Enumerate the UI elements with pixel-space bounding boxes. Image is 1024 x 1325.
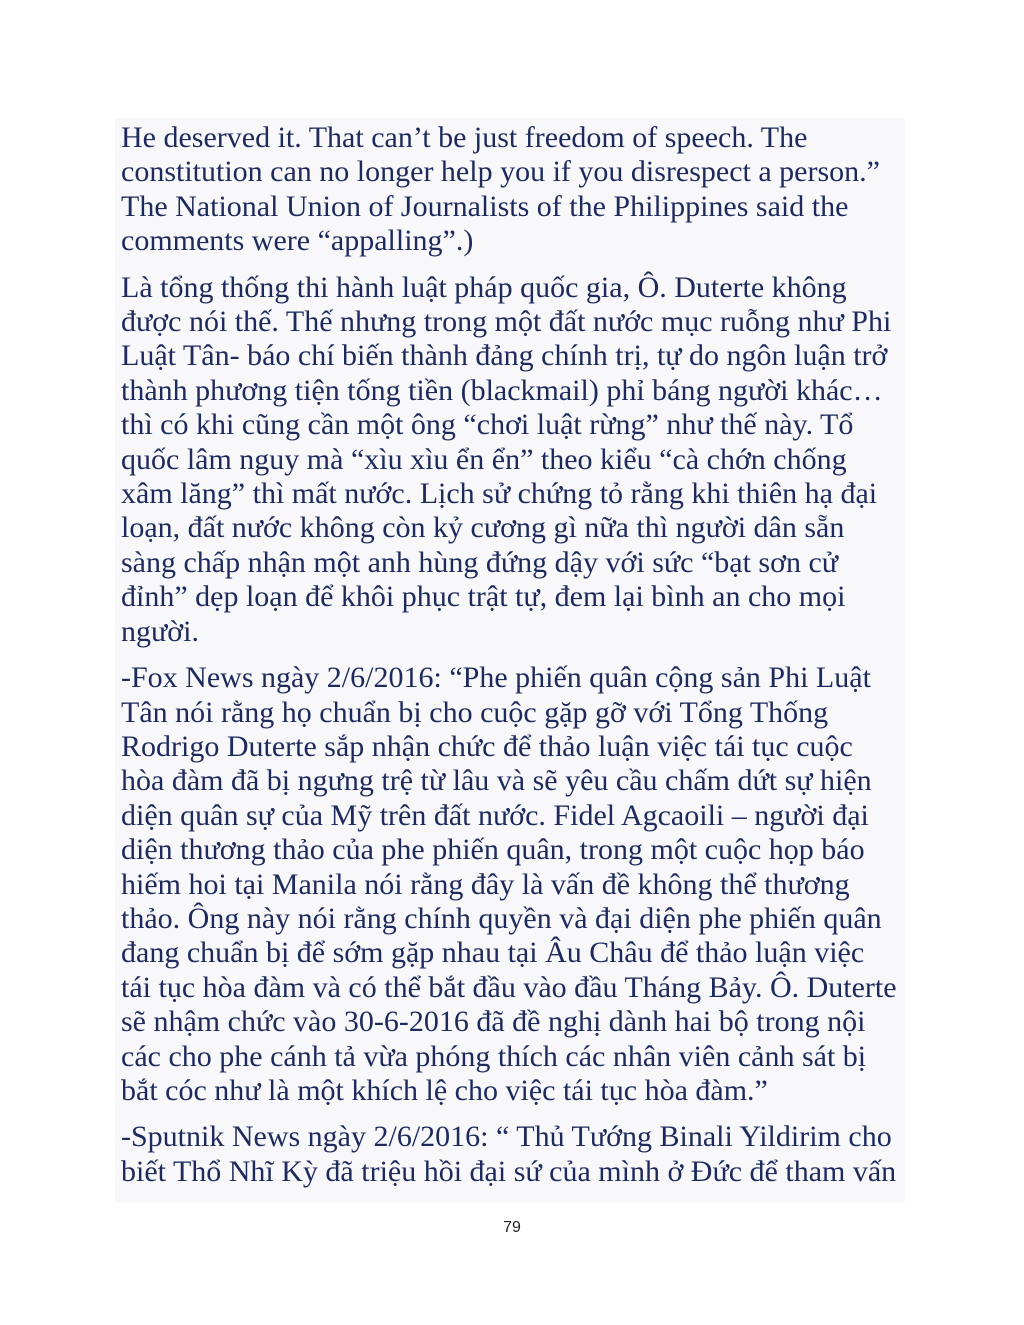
text-block — [115, 118, 905, 1203]
paragraph-commentary: Là tổng thống thi hành luật pháp quốc gia, Ô. Duterte không được nói thế. Thế nhưng trong một đất nước mục ruỗng như Phi Luật Tân- báo chí biến thành đảng chính trị, tự do ngôn luận trở thành phương tiện tống tiền (blackmail) phỉ báng người khác… thì có khi cũng cần một ông “chơi luật rừng” như thế này. Tổ quốc lâm nguy mà “xìu xìu ển ển” theo kiểu “cà chớn chống xâm lăng” thì mất nước. Lịch sử chứng tỏ rằng khi thiên hạ đại loạn, đất nước không còn kỷ cương gì nữa thì người dân sẵn sàng chấp nhận một anh hùng đứng dậy với sức “bạt sơn cử đỉnh” dẹp loạn để khôi phục trật tự, đem lại bình an cho mọi người. — [121, 270, 892, 648]
page-number: 79 — [503, 1219, 521, 1236]
paragraph-quote-end: He deserved it. That can’t be just freedom of speech. The constitution can no longer help you if you disrespect a person.” The National Union of Journalists of the Philippines said the comments were “appalling”.) — [121, 121, 880, 258]
body-text — [115, 121, 905, 1189]
paragraph-sputnik-news: -Sputnik News ngày 2/6/2016: “ Thủ Tướng Binali Yildirim cho biết Thổ Nhĩ Kỳ đã triệu hồi đại sứ của mình ở Đức để tham vấn — [121, 1120, 897, 1188]
paragraph-fox-news: -Fox News ngày 2/6/2016: “Phe phiến quân cộng sản Phi Luật Tân nói rằng họ chuẩn bị cho cuộc gặp gỡ với Tổng Thống Rodrigo Duterte sắp nhận chức để thảo luận việc tái tục cuộc hòa đàm đã bị ngưng trệ từ lâu và sẽ yêu cầu chấm dứt sự hiện diện quân sự của Mỹ trên đất nước. Fidel Agcaoili – người đại diện thương thảo của phe phiến quân, trong một cuộc họp báo hiếm hoi tại Manila nói rằng đây là vấn đề không thể thương thảo. Ông này nói rằng chính quyền và đại diện phe phiến quân đang chuẩn bị để sớm gặp nhau tại Âu Châu để thảo luận việc tái tục hòa đàm và có thể bắt đầu vào đầu Tháng Bảy. Ô. Duterte sẽ nhậm chức vào 30-6-2016 đã đề nghị dành hai bộ trong nội các cho phe cánh tả vừa phóng thích các nhân viên cảnh sát bị bắt cóc như là một khích lệ cho việc tái tục hòa đàm.” — [121, 661, 897, 1107]
